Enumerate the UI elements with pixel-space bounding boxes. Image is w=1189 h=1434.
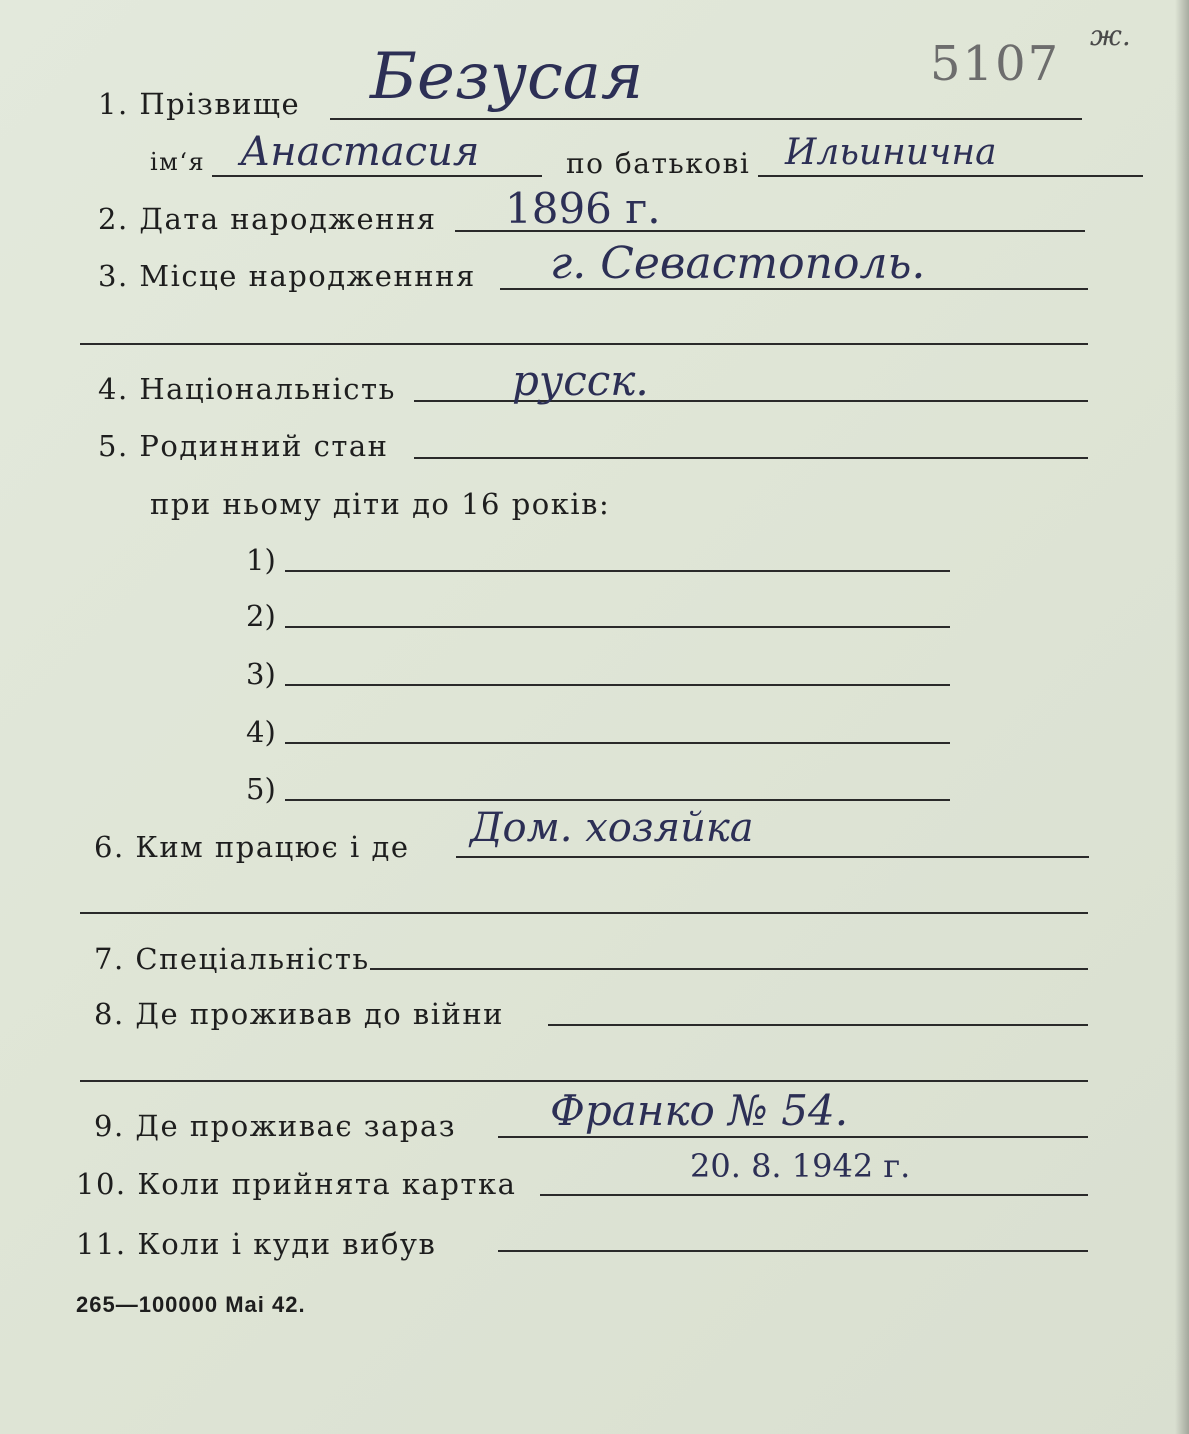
surname-value: Безусая — [370, 40, 644, 114]
patronymic-label: по батькові — [566, 147, 751, 180]
child-3-label: 3) — [246, 657, 276, 691]
specialty-line — [370, 968, 1088, 970]
archive-mark: ж. — [1090, 19, 1131, 52]
accepted-label: 10. Коли прийнята картка — [76, 1167, 517, 1201]
child-1-label: 1) — [246, 543, 276, 577]
name-label: ім‘я — [150, 148, 206, 176]
accepted-line — [540, 1194, 1088, 1196]
prewar-line — [548, 1024, 1088, 1026]
child-4-label: 4) — [246, 715, 276, 749]
child-5-line — [285, 799, 950, 801]
name-line — [212, 175, 542, 177]
birthplace-label: 3. Місце народженння — [98, 259, 476, 293]
surname-line — [330, 118, 1082, 120]
birthplace-value: г. Севастополь. — [550, 238, 926, 289]
child-4-line — [285, 742, 950, 744]
work-value: Дом. хозяйка — [470, 805, 754, 851]
patronymic-line — [758, 175, 1143, 177]
child-3-line — [285, 684, 950, 686]
departed-label: 11. Коли і куди вибув — [76, 1227, 437, 1261]
surname-label: 1. Прізвище — [98, 87, 301, 121]
departed-line — [498, 1250, 1088, 1252]
birthdate-value: 1896 г. — [505, 184, 661, 233]
nationality-label: 4. Національність — [98, 372, 396, 406]
prewar-line-extra — [80, 1080, 1088, 1082]
current-value: Франко № 54. — [550, 1086, 849, 1135]
current-line — [498, 1136, 1088, 1138]
patronymic-value: Ильинична — [785, 132, 997, 173]
archive-number: 5107 — [930, 36, 1061, 92]
current-label: 9. Де проживає зараз — [94, 1109, 457, 1143]
child-5-label: 5) — [246, 772, 276, 806]
marital-label: 5. Родинний стан — [98, 429, 389, 463]
work-label: 6. Ким працює і де — [94, 830, 410, 864]
child-2-label: 2) — [246, 599, 276, 633]
birthdate-label: 2. Дата народження — [98, 202, 437, 236]
work-line — [456, 856, 1089, 858]
paper-edge-shadow — [1175, 0, 1189, 1434]
work-line-extra — [80, 912, 1088, 914]
print-run-footer: 265—100000 Mai 42. — [76, 1292, 306, 1317]
children-label: при ньому діти до 16 років: — [150, 487, 611, 521]
name-value: Анастасия — [240, 129, 480, 175]
marital-line — [414, 457, 1088, 459]
nationality-value: русск. — [512, 356, 649, 405]
birthplace-line-extra — [80, 343, 1088, 345]
child-2-line — [285, 626, 950, 628]
prewar-label: 8. Де проживав до війни — [94, 997, 504, 1031]
accepted-value: 20. 8. 1942 г. — [690, 1147, 911, 1185]
child-1-line — [285, 570, 950, 572]
specialty-label: 7. Спеціальність — [94, 942, 370, 976]
